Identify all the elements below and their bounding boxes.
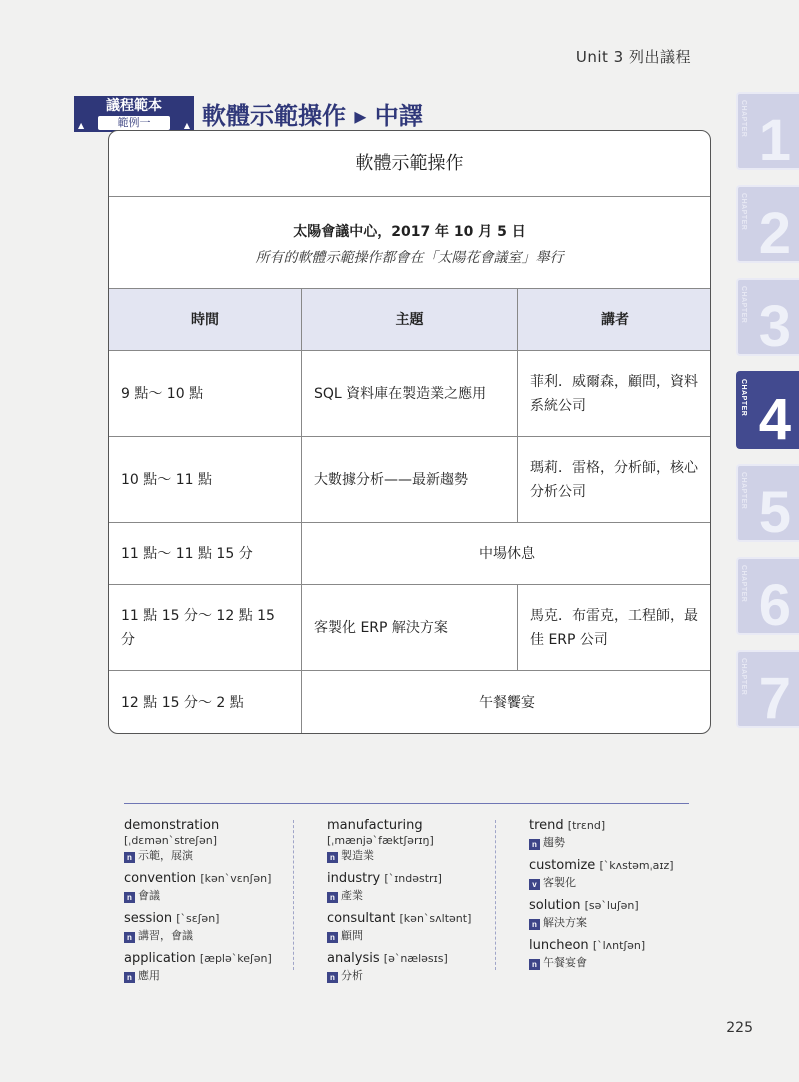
column-header-topic: 主題 <box>302 289 518 351</box>
vocab-entry: solution [səˋluʃən] n 解決方案 <box>529 898 639 929</box>
table-cell-topic: 大數據分析——最新趨勢 <box>302 437 518 523</box>
table-cell-speaker: 馬克．布雷克，工程師，最佳 ERP 公司 <box>518 585 711 671</box>
pos-noun-icon: n <box>327 892 338 903</box>
pos-noun-icon: n <box>327 932 338 943</box>
vocab-entry: luncheon [ˋlʌntʃən] n 午餐宴會 <box>529 938 646 969</box>
table-cell-time: 11 點 15 分～ 12 點 15 分 <box>109 585 302 671</box>
pos-noun-icon: n <box>327 852 338 863</box>
vocab-divider-rule <box>124 803 689 804</box>
vocab-entry: analysis [əˋnæləsɪs] n 分析 <box>327 951 448 982</box>
pos-noun-icon: n <box>124 852 135 863</box>
vocab-entry: customize [ˋkʌstəmˌaɪz] v 客製化 <box>529 858 674 889</box>
chapter-tab-1[interactable]: CHAPTER 1 <box>736 92 799 170</box>
agenda-title: 軟體示範操作 <box>109 131 710 197</box>
badge-title: 議程範本 <box>106 98 162 114</box>
vocab-entry: session [ˋsɛʃən] n 講習，會議 <box>124 911 220 942</box>
pos-noun-icon: n <box>124 972 135 983</box>
table-cell-time: 9 點～ 10 點 <box>109 351 302 437</box>
pos-noun-icon: n <box>124 932 135 943</box>
chapter-tab-6[interactable]: CHAPTER 6 <box>736 557 799 635</box>
table-cell-topic: SQL 資料庫在製造業之應用 <box>302 351 518 437</box>
vocab-entry: trend [trɛnd] n 趨勢 <box>529 818 606 849</box>
vocab-entry: manufacturing [ˌmænjəˋfæktʃərɪŋ] n 製造業 <box>327 818 434 862</box>
chapter-tab-3[interactable]: CHAPTER 3 <box>736 278 799 356</box>
table-cell-speaker: 菲利．威爾森，顧問，資料系統公司 <box>518 351 711 437</box>
pos-noun-icon: n <box>529 959 540 970</box>
arrow-up-icon: ▲ <box>183 121 190 130</box>
vocab-entry: consultant [kənˋsʌltənt] n 顧問 <box>327 911 472 942</box>
vocab-entry: application [æpləˋkeʃən] n 應用 <box>124 951 272 982</box>
agenda-table <box>108 130 711 734</box>
chapter-tab-2[interactable]: CHAPTER 2 <box>736 185 799 263</box>
pos-verb-icon: v <box>529 879 540 890</box>
page-number: 225 <box>726 1020 753 1036</box>
table-cell-time: 10 點～ 11 點 <box>109 437 302 523</box>
template-badge <box>74 96 194 132</box>
badge-subtitle: 範例一 <box>98 116 170 130</box>
table-cell-break: 中場休息 <box>302 523 711 585</box>
vocab-column-3 <box>529 818 699 978</box>
column-header-time: 時間 <box>109 289 302 351</box>
vocab-entry: convention [kənˋvɛnʃən] n 會議 <box>124 871 272 902</box>
arrow-up-icon: ▲ <box>78 121 85 130</box>
vocab-column-2 <box>327 818 497 991</box>
agenda-subheader <box>109 197 710 289</box>
chapter-tab-7[interactable]: CHAPTER 7 <box>736 650 799 728</box>
pos-noun-icon: n <box>529 919 540 930</box>
pos-noun-icon: n <box>529 839 540 850</box>
vocab-entry: demonstration [ˌdɛmənˋstreʃən] n 示範，展演 <box>124 818 220 862</box>
table-cell-speaker: 瑪莉．雷格，分析師，核心分析公司 <box>518 437 711 523</box>
page-title: 軟體示範操作 ▸ 中譯 <box>202 102 423 130</box>
table-cell-time: 12 點 15 分～ 2 點 <box>109 671 302 734</box>
pos-noun-icon: n <box>124 892 135 903</box>
agenda-venue-date: 太陽會議中心，2017 年 10 月 5 日 <box>293 224 526 240</box>
table-cell-lunch: 午餐饗宴 <box>479 695 535 711</box>
pos-noun-icon: n <box>327 972 338 983</box>
agenda-note: 所有的軟體示範操作都會在「太陽花會議室」舉行 <box>255 250 564 266</box>
vocab-entry: industry [ˋɪndəstrɪ] n 產業 <box>327 871 442 902</box>
chapter-tab-4[interactable]: CHAPTER 4 <box>736 371 799 449</box>
chapter-tab-5[interactable]: CHAPTER 5 <box>736 464 799 542</box>
unit-header: Unit 3 列出議程 <box>575 48 691 66</box>
column-header-speaker: 講者 <box>518 289 711 351</box>
vocab-column-1 <box>124 818 294 991</box>
table-cell-time: 11 點～ 11 點 15 分 <box>109 523 302 585</box>
table-cell-topic: 客製化 ERP 解決方案 <box>302 585 518 671</box>
